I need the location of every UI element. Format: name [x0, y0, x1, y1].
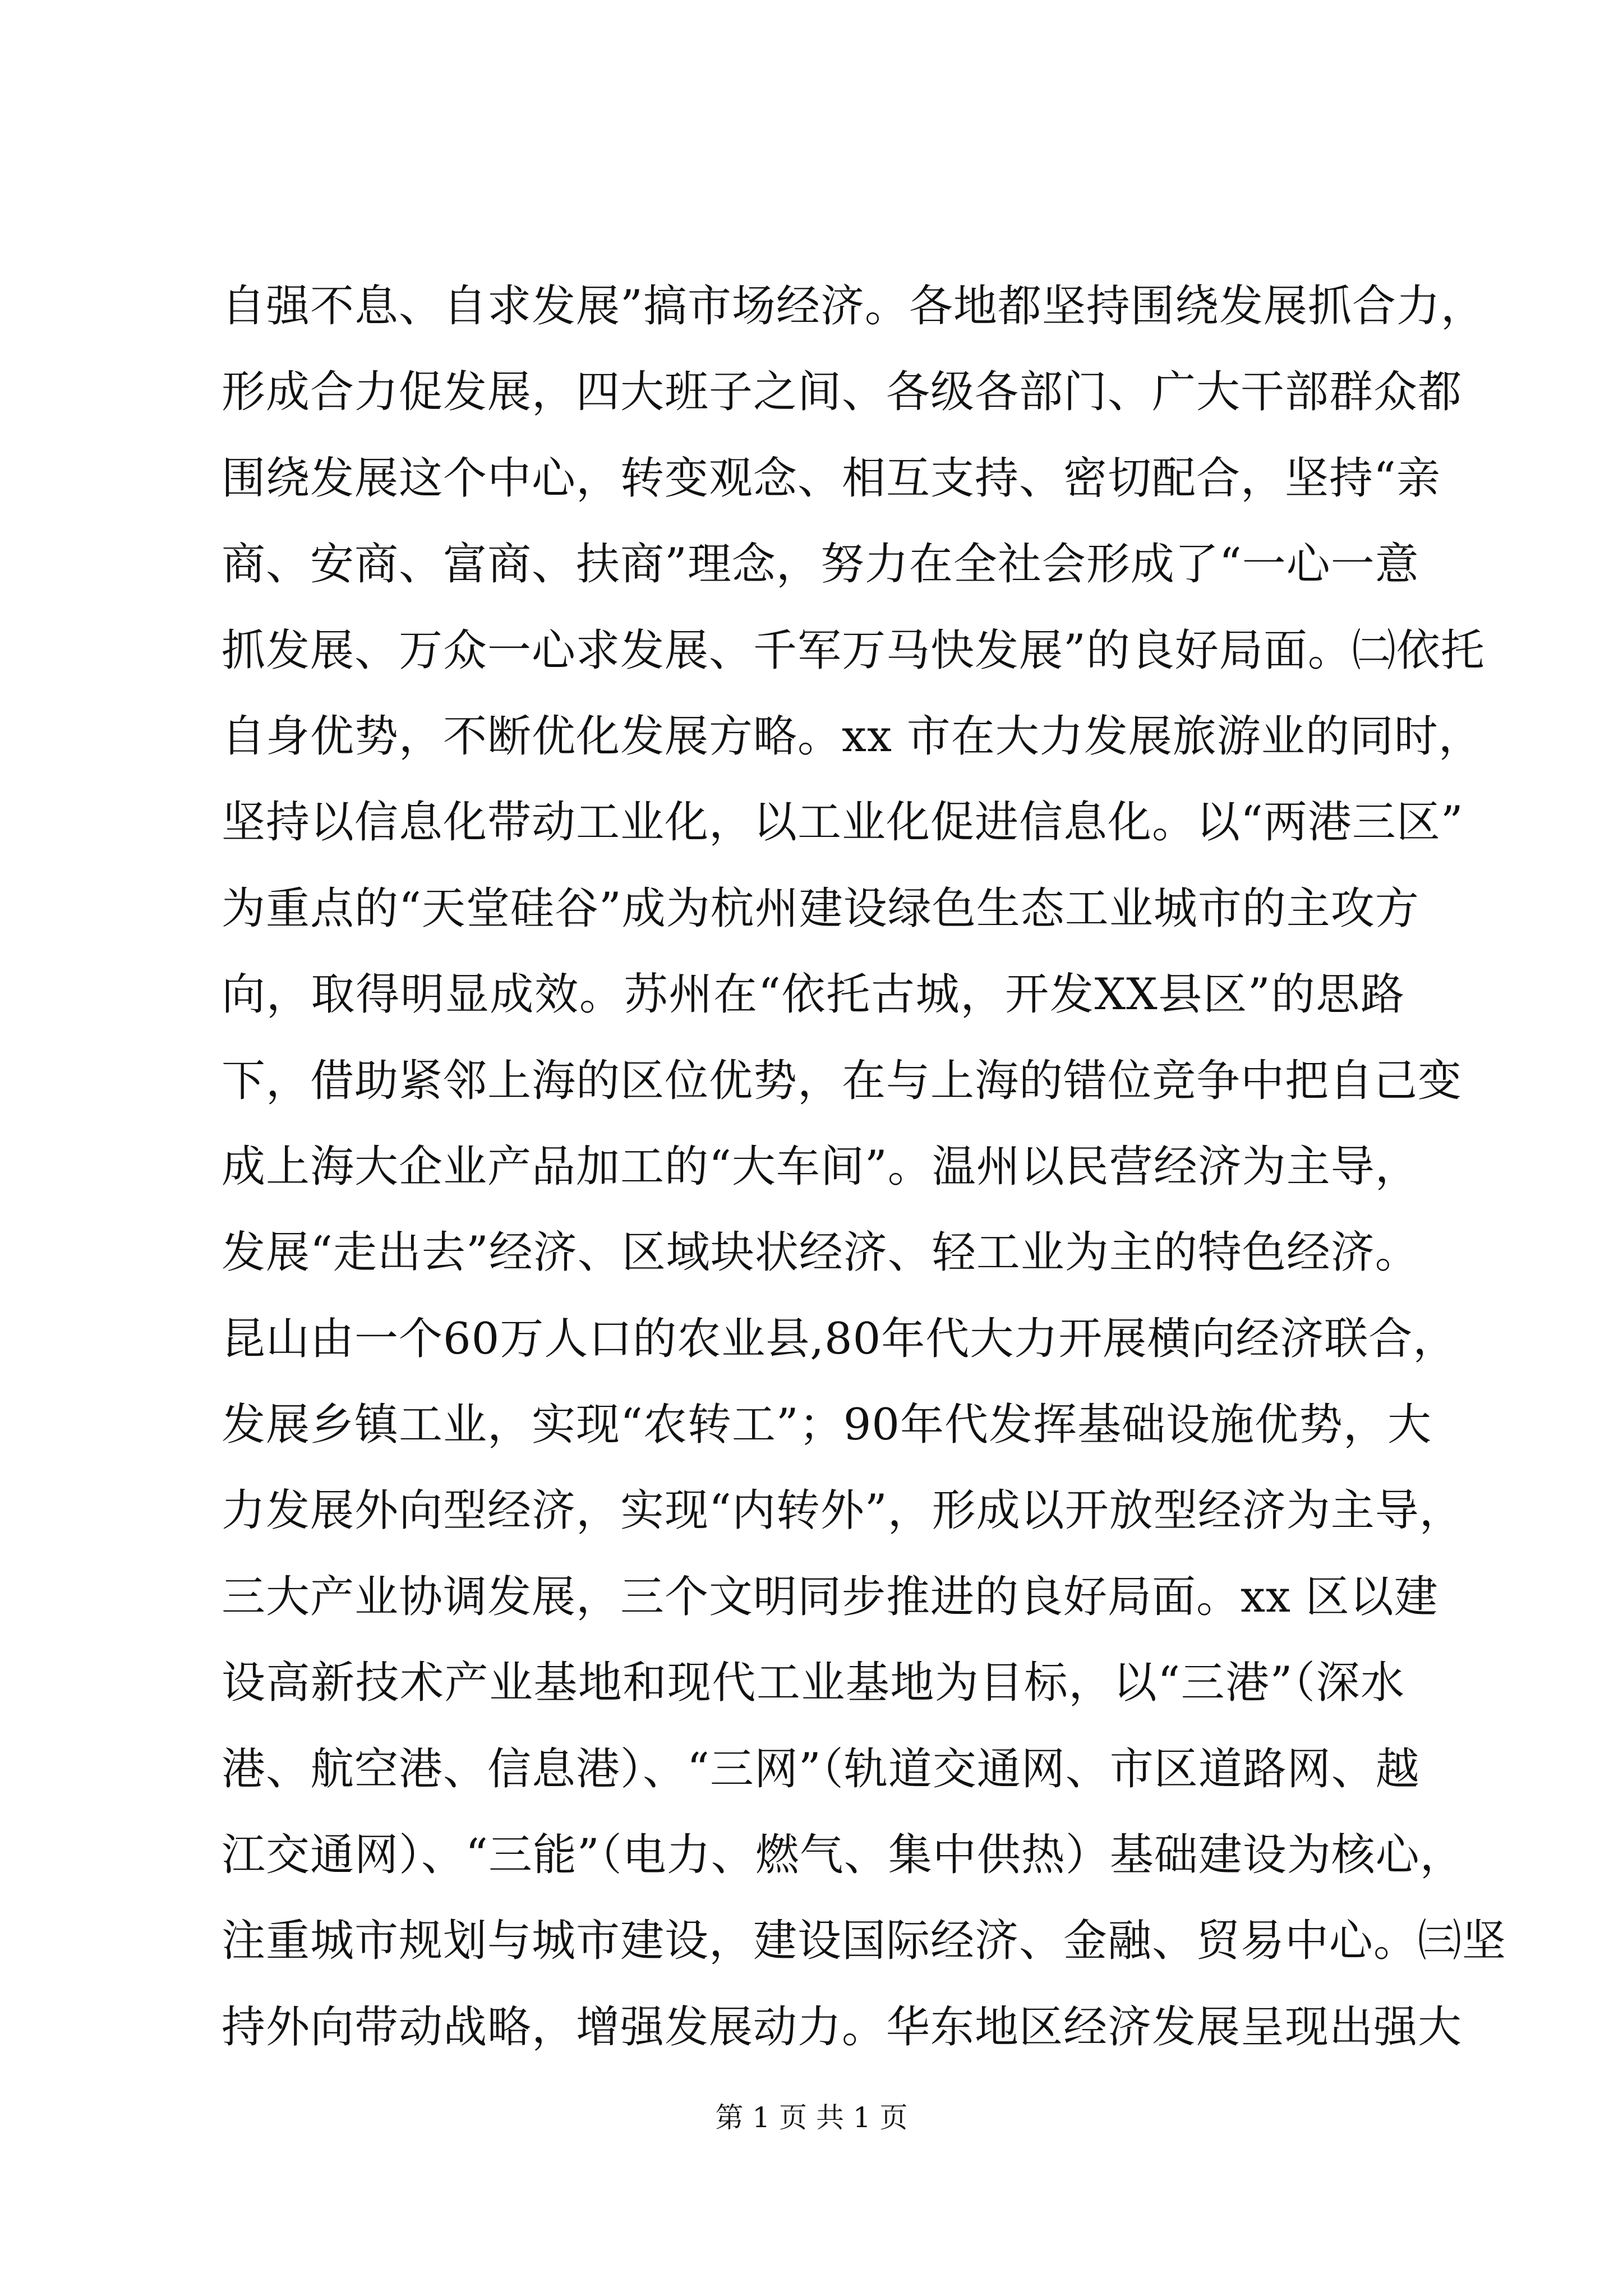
- text-line: 昆山由一个60万人口的农业县,80年代大力开展横向经济联合，: [222, 1313, 1458, 1364]
- text-line: 向，取得明显成效。苏州在“依托古城，开发XX县区”的思路: [222, 969, 1405, 1020]
- text-line: 发展乡镇工业，实现“农转工”；90年代发挥基础设施优势，大: [222, 1400, 1432, 1451]
- text-line: 形成合力促发展，四大班子之间、各级各部门、广大干部群众都: [222, 367, 1463, 418]
- text-line: 商、安商、富商、扶商”理念，努力在全社会形成了“一心一意: [222, 539, 1419, 590]
- text-line: 发展“走出去”经济、区域块状经济、轻工业为主的特色经济。: [222, 1227, 1419, 1278]
- text-line: 力发展外向型经济，实现“内转外”，形成以开放型经济为主导，: [222, 1485, 1464, 1536]
- text-line: 注重城市规划与城市建设，建设国际经济、金融、贸易中心。㈢坚: [222, 1916, 1507, 1967]
- page-number: 第 1 页 共 1 页: [715, 2101, 908, 2134]
- text-line: 围绕发展这个中心，转变观念、相互支持、密切配合，坚持“亲: [222, 453, 1441, 504]
- text-line: 坚持以信息化带动工业化，以工业化促进信息化。以“两港三区”: [222, 797, 1464, 848]
- page-footer: [0, 2098, 1623, 2137]
- text-line: 为重点的“天堂硅谷”成为杭州建设绿色生态工业城市的主攻方: [222, 883, 1419, 934]
- text-line: 自身优势，不断优化发展方略。xx 市在大力发展旅游业的同时，: [222, 711, 1483, 762]
- text-line: 自强不息、自求发展”搞市场经济。各地都坚持围绕发展抓合力，: [222, 281, 1485, 332]
- text-line: 港、航空港、信息港）、“三网”（轨道交通网、市区道路网、越: [222, 1743, 1420, 1795]
- text-line: 下，借助紧邻上海的区位优势，在与上海的错位竞争中把自己变: [222, 1055, 1463, 1106]
- text-line: 成上海大企业产品加工的“大车间”。温州以民营经济为主导，: [222, 1141, 1419, 1192]
- text-line: 设高新技术产业基地和现代工业基地为目标，以“三港”（深水: [222, 1658, 1405, 1709]
- text-line: 江交通网）、“三能”（电力、燃气、集中供热）基础建设为核心，: [222, 1830, 1464, 1881]
- text-line: 持外向带动战略，增强发展动力。华东地区经济发展呈现出强大: [222, 2001, 1463, 2053]
- body-paragraph: [222, 264, 1507, 2070]
- text-line: 抓发展、万众一心求发展、千军万马快发展”的良好局面。㈡依托: [222, 625, 1485, 676]
- text-line: 三大产业协调发展，三个文明同步推进的良好局面。xx 区以建: [222, 1571, 1438, 1622]
